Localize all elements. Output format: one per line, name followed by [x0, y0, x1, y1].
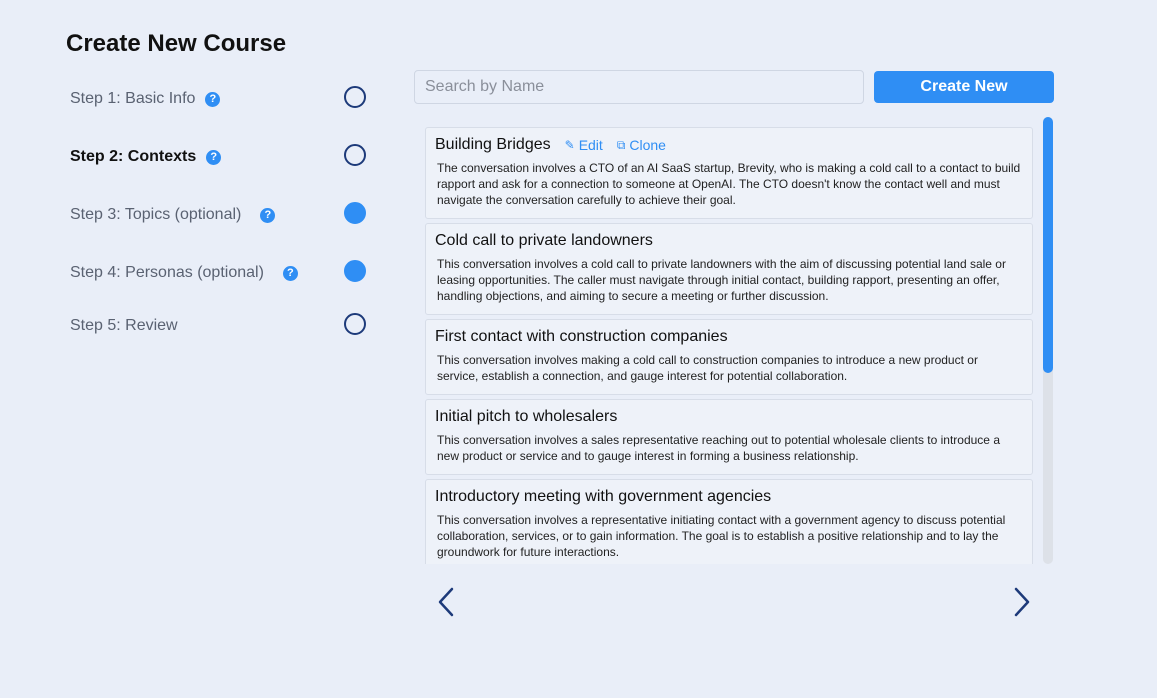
step-status-empty — [344, 86, 366, 108]
create-new-button[interactable]: Create New — [874, 71, 1054, 103]
list-item[interactable] — [425, 319, 1033, 395]
help-icon[interactable]: ? — [206, 150, 221, 165]
next-button[interactable] — [1007, 586, 1037, 618]
list-scrollbar[interactable] — [1043, 117, 1053, 564]
step-basic-info[interactable] — [70, 86, 366, 112]
step-label: Step 3: Topics (optional) — [70, 206, 242, 223]
search-input[interactable] — [414, 70, 864, 104]
step-personas[interactable] — [70, 260, 366, 286]
card-description: This conversation involves a representative initiating contact with a government agency to discuss potential collaboration, services, or to gain information. The goal is to establish a positive relationship and to lay the groundwork for future interactions. — [437, 513, 1006, 559]
step-contexts[interactable] — [70, 144, 366, 170]
help-icon[interactable]: ? — [283, 266, 298, 281]
step-status-empty — [344, 144, 366, 166]
step-label: Step 1: Basic Info — [70, 90, 196, 107]
context-list — [425, 127, 1033, 564]
edit-label: Edit — [578, 137, 603, 153]
page-title: Create New Course — [66, 30, 287, 57]
list-item[interactable] — [425, 223, 1033, 315]
step-label: Step 4: Personas (optional) — [70, 264, 264, 281]
step-topics[interactable] — [70, 202, 366, 228]
previous-button[interactable] — [431, 586, 461, 618]
step-status-empty — [344, 313, 366, 335]
card-description: The conversation involves a CTO of an AI SaaS startup, Brevity, who is making a cold call to a contact to build rapport and ask for a connection to someone at OpenAI. The CTO doesn't know the contact well and must navigate the conversation carefully to achieve their goal. — [437, 161, 1021, 207]
card-title: Cold call to private landowners — [435, 232, 653, 249]
help-icon[interactable]: ? — [205, 92, 220, 107]
step-label: Step 5: Review — [70, 317, 178, 334]
card-title: Initial pitch to wholesalers — [435, 408, 618, 425]
step-status-filled — [344, 260, 366, 282]
list-item[interactable] — [425, 127, 1033, 219]
step-review[interactable] — [70, 313, 366, 339]
card-title: Introductory meeting with government agencies — [435, 488, 772, 505]
edit-link[interactable] — [565, 137, 603, 153]
pencil-icon: ✎ — [564, 138, 575, 152]
clone-label: Clone — [629, 137, 666, 153]
card-title: Building Bridges — [435, 136, 551, 153]
chevron-right-icon — [1013, 586, 1031, 618]
card-description: This conversation involves a cold call to private landowners with the aim of discussing potential land sale or leasing opportunities. The caller must navigate through initial contact, building rapport, presenting an offer, handling objections, and aiming to secure a meeting or further discussion. — [437, 257, 1006, 303]
copy-icon: ⧉ — [616, 137, 626, 152]
card-title: First contact with construction companies — [435, 328, 728, 345]
list-item[interactable] — [425, 479, 1033, 564]
card-description: This conversation involves making a cold call to construction companies to introduce a new product or service, establish a connection, and gauge interest for potential collaboration. — [437, 353, 978, 383]
card-description: This conversation involves a sales representative reaching out to potential wholesale clients to introduce a new product or service and to gauge interest in forming a business relationship. — [437, 433, 1000, 463]
help-icon[interactable]: ? — [260, 208, 275, 223]
chevron-left-icon — [437, 586, 455, 618]
scrollbar-thumb[interactable] — [1043, 117, 1053, 373]
list-item[interactable] — [425, 399, 1033, 475]
clone-link[interactable] — [617, 137, 666, 153]
step-label: Step 2: Contexts — [70, 148, 197, 165]
step-status-filled — [344, 202, 366, 224]
